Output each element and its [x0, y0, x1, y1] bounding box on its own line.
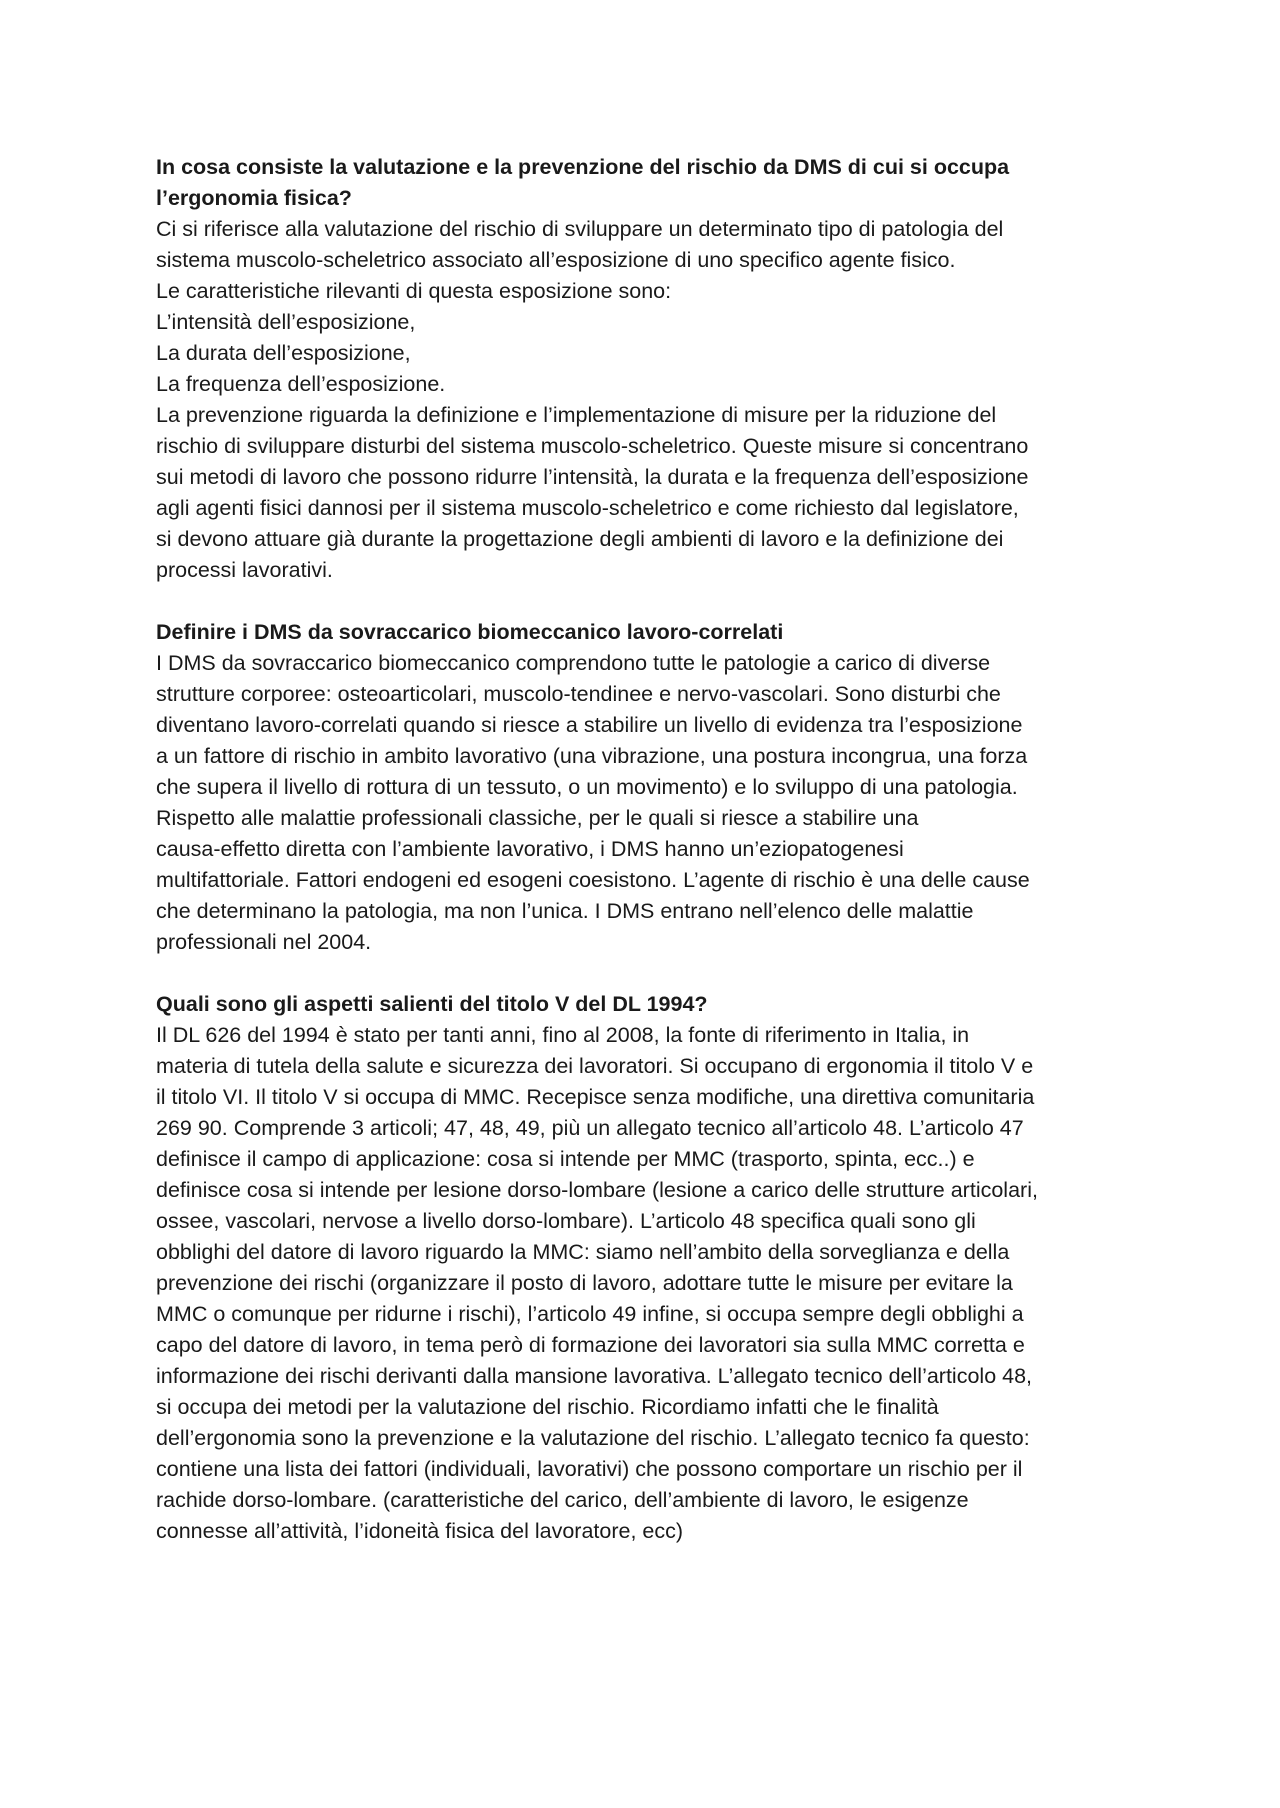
section-dms-definition — [156, 617, 1136, 958]
answer-line: definisce cosa si intende per lesione dorso-lombare (lesione a carico delle strutture articolari, — [156, 1178, 1038, 1202]
answer-line: Rispetto alle malattie professionali classiche, per le quali si riesce a stabilire una — [156, 806, 919, 830]
answer-line: rischio di sviluppare disturbi del sistema muscolo-scheletrico. Queste misure si concentrano — [156, 434, 1029, 458]
question-heading: l’ergonomia fisica? — [156, 186, 352, 210]
section-titolo-v-dl-1994 — [156, 989, 1136, 1547]
answer-line: strutture corporee: osteoarticolari, muscolo-tendinee e nervo-vascolari. Sono disturbi che — [156, 682, 1001, 706]
answer-line: che supera il livello di rottura di un tessuto, o un movimento) e lo sviluppo di una patologia. — [156, 775, 1018, 799]
answer-line: 269 90. Comprende 3 articoli; 47, 48, 49, più un allegato tecnico all’articolo 48. L’articolo 47 — [156, 1116, 1024, 1140]
answer-line: Le caratteristiche rilevanti di questa esposizione sono: — [156, 279, 672, 303]
answer-line: MMC o comunque per ridurne i rischi), l’articolo 49 infine, si occupa sempre degli obblighi a — [156, 1302, 1024, 1326]
answer-line: professionali nel 2004. — [156, 930, 372, 954]
answer-line: contiene una lista dei fattori (individuali, lavorativi) che possono comportare un rischio per il — [156, 1457, 1023, 1481]
answer-line: ossee, vascolari, nervose a livello dorso-lombare). L’articolo 48 specifica quali sono gli — [156, 1209, 976, 1233]
answer-line: dell’ergonomia sono la prevenzione e la valutazione del rischio. L’allegato tecnico fa questo: — [156, 1426, 1030, 1450]
answer-line: informazione dei rischi derivanti dalla mansione lavorativa. L’allegato tecnico dell’articolo 48, — [156, 1364, 1033, 1388]
answer-line: La prevenzione riguarda la definizione e l’implementazione di misure per la riduzione del — [156, 403, 997, 427]
answer-line: materia di tutela della salute e sicurezza dei lavoratori. Si occupano di ergonomia il titolo V e — [156, 1054, 1034, 1078]
document-page — [156, 152, 1136, 1578]
answer-line: processi lavorativi. — [156, 558, 333, 582]
answer-line: multifattoriale. Fattori endogeni ed esogeni coesistono. L’agente di rischio è una delle cause — [156, 868, 1030, 892]
answer-line: sui metodi di lavoro che possono ridurre l’intensità, la durata e la frequenza dell’esposizione — [156, 465, 1029, 489]
answer-line: Il DL 626 del 1994 è stato per tanti anni, fino al 2008, la fonte di riferimento in Italia, in — [156, 1023, 970, 1047]
question-heading: Definire i DMS da sovraccarico biomeccanico lavoro-correlati — [156, 620, 784, 644]
answer-line: a un fattore di rischio in ambito lavorativo (una vibrazione, una postura incongrua, una forza — [156, 744, 1028, 768]
section-dms-risk-assessment — [156, 152, 1136, 586]
answer-line: Ci si riferisce alla valutazione del rischio di sviluppare un determinato tipo di patologia del — [156, 217, 1004, 241]
answer-line: connesse all’attività, l’idoneità fisica del lavoratore, ecc) — [156, 1519, 684, 1543]
answer-line: il titolo VI. Il titolo V si occupa di MMC. Recepisce senza modifiche, una direttiva comunitaria — [156, 1085, 1035, 1109]
answer-line: agli agenti fisici dannosi per il sistema muscolo-scheletrico e come richiesto dal legislatore, — [156, 496, 1019, 520]
answer-line: sistema muscolo-scheletrico associato all’esposizione di uno specifico agente fisico. — [156, 248, 956, 272]
answer-line: si occupa dei metodi per la valutazione del rischio. Ricordiamo infatti che le finalità — [156, 1395, 939, 1419]
answer-line: La frequenza dell’esposizione. — [156, 372, 446, 396]
answer-line: capo del datore di lavoro, in tema però di formazione dei lavoratori sia sulla MMC corretta e — [156, 1333, 1025, 1357]
question-heading: Quali sono gli aspetti salienti del titolo V del DL 1994? — [156, 992, 708, 1016]
answer-line: rachide dorso-lombare. (caratteristiche del carico, dell’ambiente di lavoro, le esigenze — [156, 1488, 969, 1512]
answer-line: obblighi del datore di lavoro riguardo la MMC: siamo nell’ambito della sorveglianza e della — [156, 1240, 1010, 1264]
answer-line: che determinano la patologia, ma non l’unica. I DMS entrano nell’elenco delle malattie — [156, 899, 974, 923]
answer-line: L’intensità dell’esposizione, — [156, 310, 416, 334]
answer-line: La durata dell’esposizione, — [156, 341, 411, 365]
question-heading: In cosa consiste la valutazione e la prevenzione del rischio da DMS di cui si occupa — [156, 155, 1010, 179]
answer-line: prevenzione dei rischi (organizzare il posto di lavoro, adottare tutte le misure per evitare la — [156, 1271, 1013, 1295]
answer-line: I DMS da sovraccarico biomeccanico comprendono tutte le patologie a carico di diverse — [156, 651, 991, 675]
answer-line: diventano lavoro-correlati quando si riesce a stabilire un livello di evidenza tra l’esposizione — [156, 713, 1023, 737]
answer-line: causa-effetto diretta con l’ambiente lavorativo, i DMS hanno un’eziopatogenesi — [156, 837, 904, 861]
answer-line: si devono attuare già durante la progettazione degli ambienti di lavoro e la definizione dei — [156, 527, 1004, 551]
answer-line: definisce il campo di applicazione: cosa si intende per MMC (trasporto, spinta, ecc..) e — [156, 1147, 975, 1171]
